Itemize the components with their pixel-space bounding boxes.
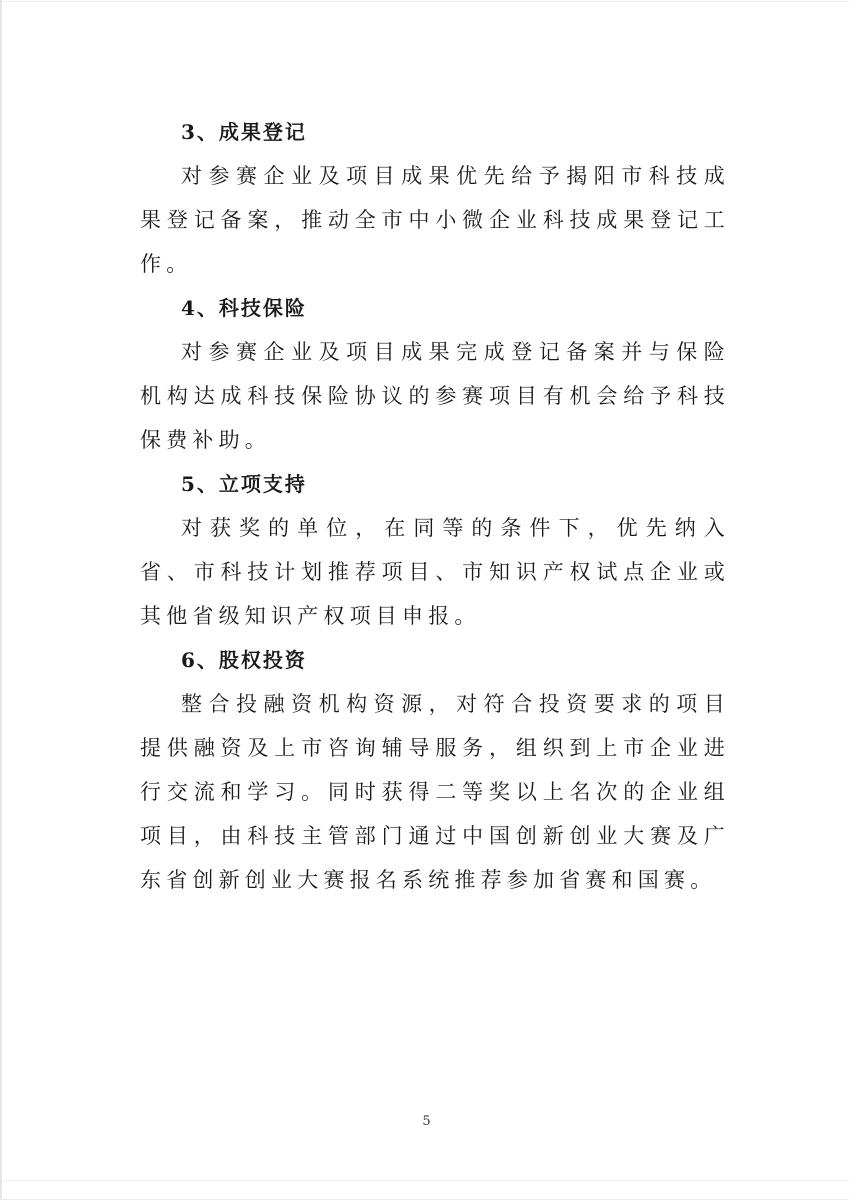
document-body xyxy=(140,112,730,904)
section-heading: 5、立项支持 xyxy=(181,472,307,496)
section-equity-investment xyxy=(140,640,730,902)
page-number: 5 xyxy=(422,1114,431,1129)
section-heading: 3、成果登记 xyxy=(181,120,307,144)
section-paragraph: 对获奖的单位，在同等的条件下，优先纳入省、市科技计划推荐项目、市知识产权试点企业或其他省级知识产权项目申报。 xyxy=(140,516,730,628)
section-paragraph: 对参赛企业及项目成果完成登记备案并与保险机构达成科技保险协议的参赛项目有机会给予科技保费补助。 xyxy=(140,340,730,452)
section-paragraph: 整合投融资机构资源，对符合投资要求的项目提供融资及上市咨询辅导服务，组织到上市企业进行交流和学习。同时获得二等奖以上名次的企业组项目，由科技主管部门通过中国创新创业大赛及广东省创新创业大赛报名系统推荐参加省赛和国赛。 xyxy=(140,692,730,892)
scan-edge-bottom xyxy=(2,1180,849,1181)
section-achievement-registration xyxy=(140,112,730,286)
scan-edge-top xyxy=(2,1,849,2)
section-project-support xyxy=(140,464,730,638)
section-heading: 6、股权投资 xyxy=(181,648,307,672)
section-paragraph: 对参赛企业及项目成果优先给予揭阳市科技成果登记备案，推动全市中小微企业科技成果登记工作。 xyxy=(140,164,730,276)
section-heading: 4、科技保险 xyxy=(181,296,307,320)
section-tech-insurance xyxy=(140,288,730,462)
